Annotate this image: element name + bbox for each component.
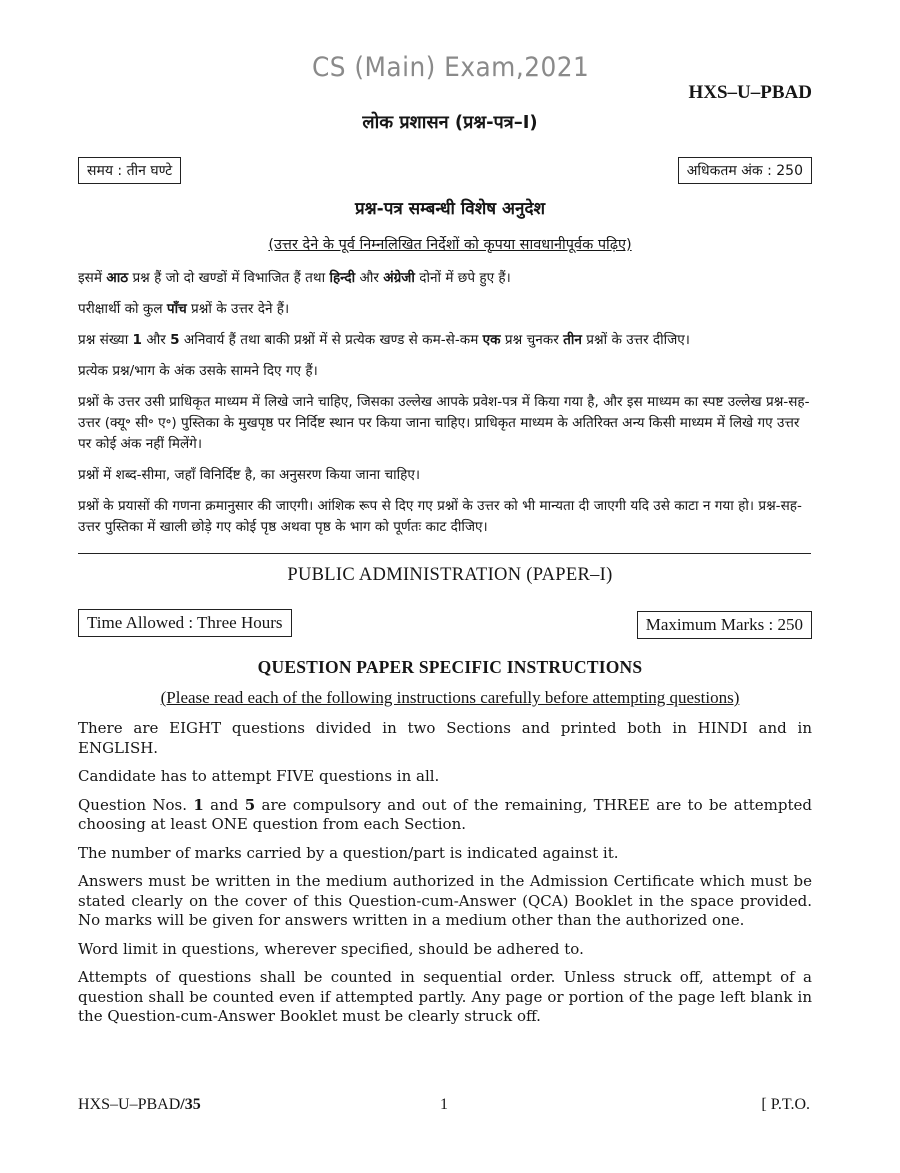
english-instruction-7: Attempts of questions shall be counted in sequential order. Unless struck off, attempt of a question shall be counted even if attempted partly. Any page or portion of the page left blank in the Question-cum-Answer Booklet must be clearly struck off.: [78, 968, 812, 1025]
hindi-instructions-heading: प्रश्न-पत्र सम्बन्धी विशेष अनुदेश: [354, 199, 546, 219]
english-instruction-4: The number of marks carried by a question/part is indicated against it.: [78, 843, 619, 862]
english-instructions-heading: QUESTION PAPER SPECIFIC INSTRUCTIONS: [257, 657, 643, 677]
hindi-instructions-subheading: (उत्तर देने के पूर्व निम्नलिखित निर्देशों को कृपया सावधानीपूर्वक पढ़िए): [268, 237, 632, 253]
english-instruction-1: There are EIGHT questions divided in two Sections and printed both in HINDI and in ENGLISH.: [78, 719, 812, 757]
exam-stamp: CS (Main) Exam,2021: [312, 52, 590, 83]
english-time-box: Time Allowed : Three Hours: [78, 609, 292, 637]
footer-paper-code: HXS–U–PBAD/35: [78, 1096, 201, 1113]
hindi-marks-box: अधिकतम अंक : 250: [678, 157, 812, 184]
section-divider: [78, 553, 811, 554]
english-instruction-5: Answers must be written in the medium authorized in the Admission Certificate which must be stated clearly on the cover of this Question-cum-Answer (QCA) Booklet in the space provided. No marks will be given for answers written in a medium other than the authorized one.: [78, 872, 812, 929]
hindi-instruction-4: प्रत्येक प्रश्न/भाग के अंक उसके सामने दिए गए हैं।: [78, 363, 318, 379]
hindi-instruction-5: प्रश्नों के उत्तर उसी प्राधिकृत माध्यम में लिखे जाने चाहिए, जिसका उल्लेख आपके प्रवेश-पत्र में किया गया है, और इस माध्यम का स्पष्ट उल्लेख प्रश्न-सह-उत्तर (क्यू॰ सी॰ ए॰) पुस्तिका के मुखपृष्ठ पर निर्दिष्ट स्थान पर किया जाना चाहिए। प्राधिकृत माध्यम के अतिरिक्त अन्य किसी माध्यम में लिखे गए उत्तर पर कोई अंक नहीं मिलेंगे।: [78, 394, 810, 452]
english-marks-box: Maximum Marks : 250: [637, 611, 812, 639]
hindi-instruction-2: परीक्षार्थी को कुल पाँच प्रश्नों के उत्तर देने हैं।: [78, 301, 290, 317]
hindi-instruction-3: प्रश्न संख्या 1 और 5 अनिवार्य हैं तथा बाकी प्रश्नों में से प्रत्येक खण्ड से कम-से-कम एक प्रश्न चुनकर तीन प्रश्नों के उत्तर दीजिए।: [78, 332, 690, 348]
hindi-instruction-1: इसमें आठ प्रश्न हैं जो दो खण्डों में विभाजित हैं तथा हिन्दी और अंग्रेजी दोनों में छपे हुए हैं।: [78, 270, 511, 286]
english-instruction-2: Candidate has to attempt FIVE questions in all.: [78, 767, 440, 785]
hindi-instruction-7: प्रश्नों के प्रयासों की गणना क्रमानुसार की जाएगी। आंशिक रूप से दिए गए प्रश्नों के उत्तर को भी मान्यता दी जाएगी यदि उसे काटा न गया हो। प्रश्न-सह-उत्तर पुस्तिका में खाली छोड़े गए कोई पृष्ठ अथवा पृष्ठ के भाग को पूर्णतः काट दीजिए।: [78, 498, 802, 535]
english-instruction-6: Word limit in questions, wherever specified, should be adhered to.: [78, 939, 584, 958]
hindi-instruction-6: प्रश्नों में शब्द-सीमा, जहाँ विनिर्दिष्ट है, का अनुसरण किया जाना चाहिए।: [78, 467, 421, 483]
paper-code: HXS–U–PBAD: [688, 82, 812, 103]
hindi-instructions: [78, 268, 814, 548]
english-instructions: [78, 719, 812, 1036]
english-instructions-subheading: (Please read each of the following instructions carefully before attempting questions): [160, 688, 740, 707]
footer-page-number: 1: [440, 1096, 448, 1113]
english-paper-title: PUBLIC ADMINISTRATION (PAPER–I): [287, 565, 613, 585]
footer-pto: [ P.T.O.: [761, 1096, 810, 1113]
english-instruction-3: Question Nos. 1 and 5 are compulsory and out of the remaining, THREE are to be attempted choosing at least ONE question from each Section.: [78, 795, 812, 833]
hindi-paper-title: लोक प्रशासन (प्रश्न-पत्र–I): [362, 112, 538, 133]
hindi-time-box: समय : तीन घण्टे: [78, 157, 181, 184]
